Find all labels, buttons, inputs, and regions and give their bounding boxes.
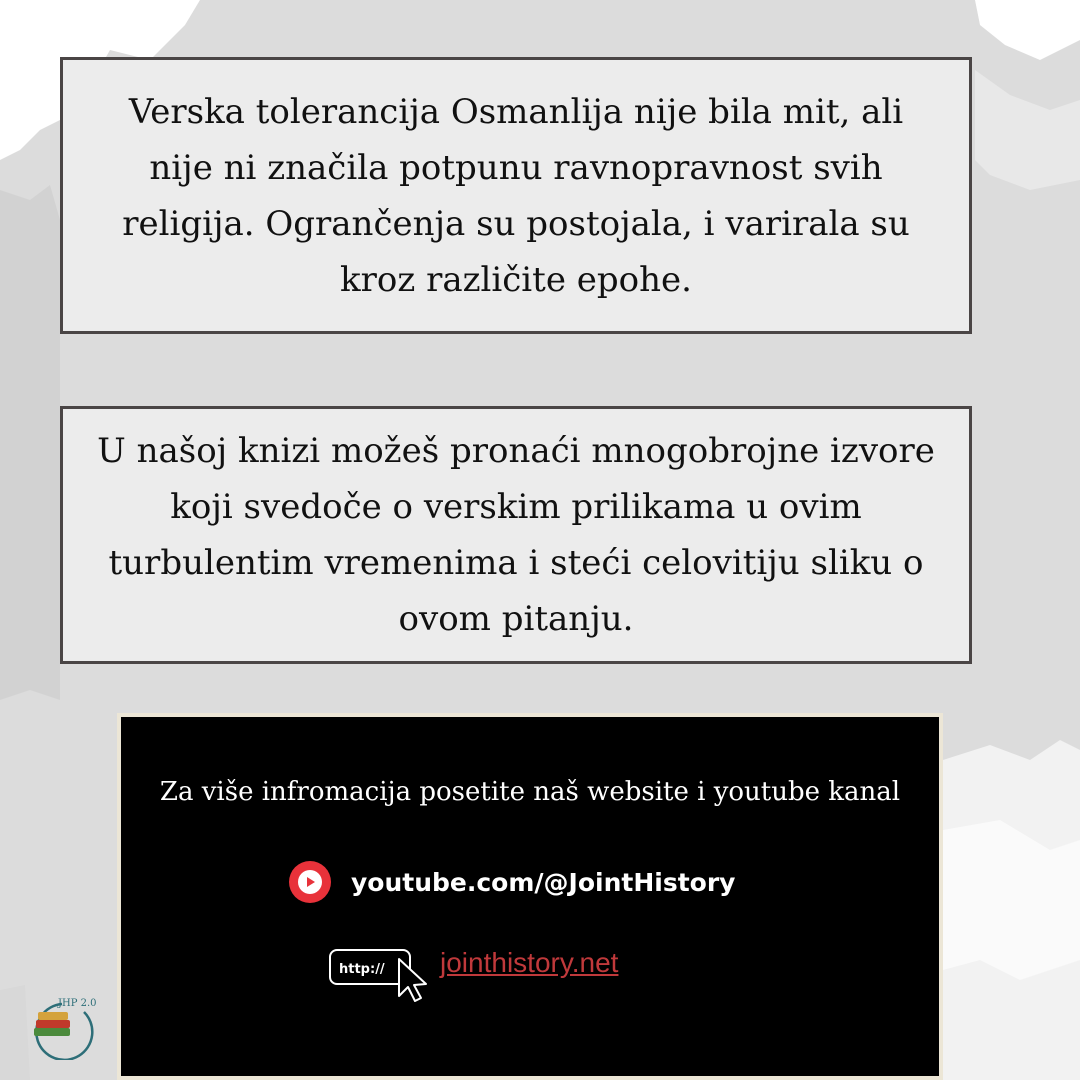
books-stack-icon — [34, 1012, 70, 1036]
tolerance-text: Verska tolerancija Osmanlija nije bila mit, ali nije ni značila potpunu ravnopravnost svih religija. Ogrančenja su postojala, i varirala su kroz različite epohe. — [122, 91, 910, 300]
jhp-logo — [22, 990, 110, 1060]
promo-panel — [117, 713, 943, 1080]
svg-text:JHP 2.0: JHP 2.0 — [58, 998, 97, 1009]
info-box-book — [60, 406, 972, 664]
youtube-link-row[interactable] — [289, 859, 735, 905]
youtube-play-icon — [289, 861, 331, 903]
promo-heading: Za više infromacija posetite naš website i youtube kanal — [159, 777, 901, 807]
http-cursor-icon — [328, 943, 434, 1009]
book-text: U našoj knizi možeš pronaći mnogobrojne izvore koji svedoče o verskim prilikama u ovim turbulentim vremenima i steći celovitiju sliku o ovom pitanju. — [97, 431, 935, 639]
svg-text:http://: http:// — [339, 962, 385, 977]
info-box-tolerance — [60, 57, 972, 334]
website-link-row[interactable] — [328, 943, 618, 1013]
website-link[interactable]: jointhistory.net — [440, 947, 619, 978]
youtube-link[interactable]: youtube.com/@JointHistory — [351, 867, 736, 897]
